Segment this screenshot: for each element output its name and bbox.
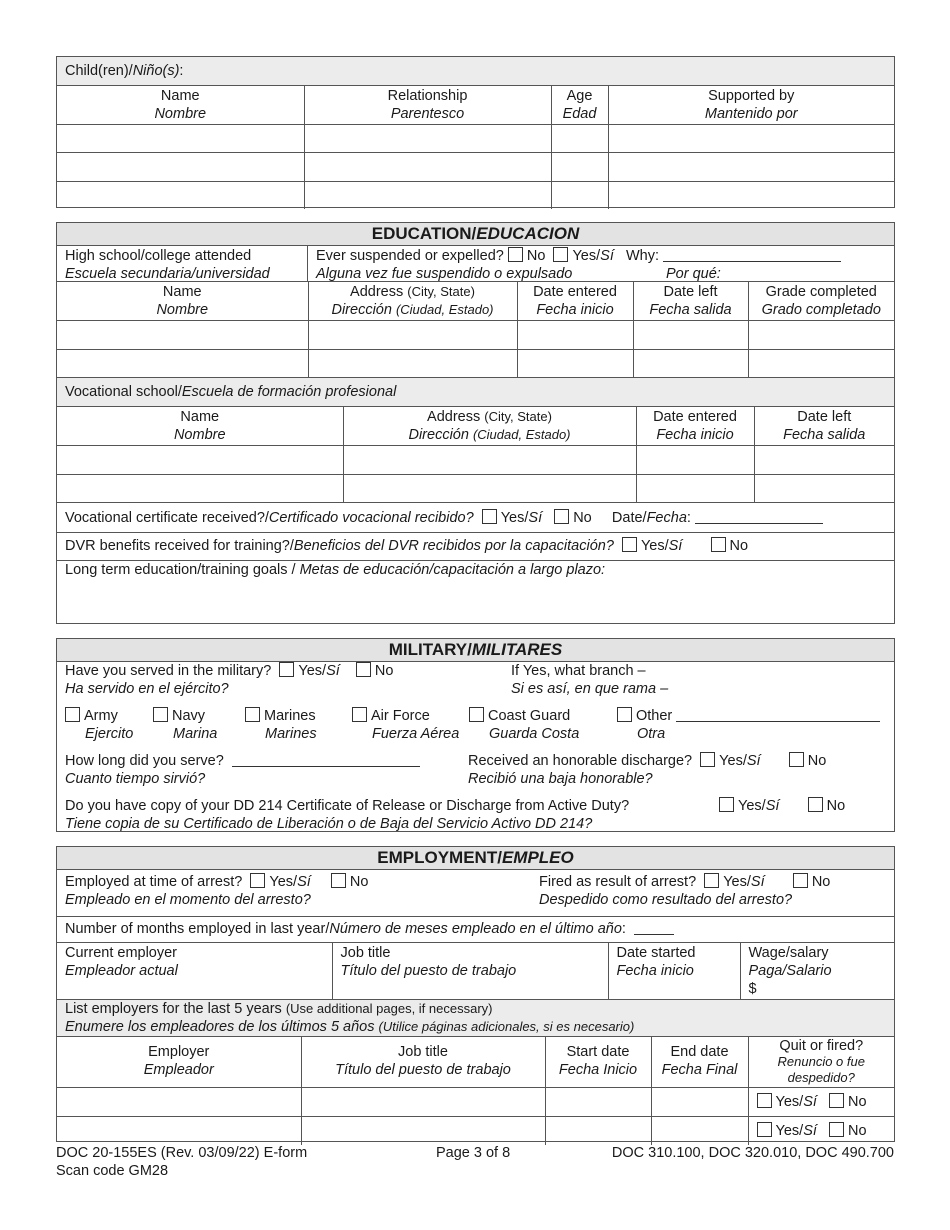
marines-checkbox[interactable]: [245, 707, 260, 722]
table-row[interactable]: [57, 321, 894, 350]
cert-no-checkbox[interactable]: [554, 509, 569, 524]
dd214-no-checkbox[interactable]: [808, 797, 823, 812]
education-section: [56, 222, 895, 624]
fired-yes-checkbox[interactable]: [704, 873, 719, 888]
vocational-heading: Vocational school/Escuela de formación profesional: [57, 378, 894, 407]
children-heading: Child(ren)/Niño(s):: [57, 57, 894, 86]
suspended-yes-checkbox[interactable]: [553, 247, 568, 262]
current-employer-row: Current employer Empleador actual Job title Título del puesto de trabajo Date started Fecha inicio Wage/salary Paga/Salario $: [57, 943, 894, 1000]
other-branch-field[interactable]: [676, 708, 880, 722]
honorable-yes-checkbox[interactable]: [700, 752, 715, 767]
suspended-no-checkbox[interactable]: [508, 247, 523, 262]
voc-header-row: Name Nombre Address (City, State) Dirección (Ciudad, Estado) Date entered Fecha inicio Date left Fecha salida: [57, 407, 894, 446]
honorable-no-checkbox[interactable]: [789, 752, 804, 767]
table-row[interactable]: Yes/Sí No: [57, 1088, 894, 1117]
dvr-no-checkbox[interactable]: [711, 537, 726, 552]
dd214-options: Yes/Sí No: [719, 797, 845, 815]
quit-yes-checkbox[interactable]: [757, 1122, 772, 1137]
footer-page: Page 3 of 8: [436, 1145, 511, 1161]
months-row: Number of months employed in last year/Número de meses empleado en el último año:: [57, 917, 894, 942]
branch-question: If Yes, what branch – Si es así, en que rama –: [511, 663, 669, 697]
table-row[interactable]: [57, 182, 894, 209]
navy-checkbox[interactable]: [153, 707, 168, 722]
military-section: [56, 638, 895, 832]
other-checkbox[interactable]: [617, 707, 632, 722]
employers-header-row: Employer Empleador Job title Título del puesto de trabajo Start date Fecha Inicio End date Fecha Final Quit or fired? Renuncio o fue despedido?: [57, 1037, 894, 1088]
vocational-cert-row: Vocational certificate received?/Certificado vocacional recibido? Yes/Sí No Date/Fecha:: [57, 503, 894, 533]
table-row[interactable]: [57, 475, 894, 503]
military-title: MILITARY/MILITARES: [57, 639, 894, 662]
education-hs-row: High school/college attended Escuela secundaria/universidad Ever suspended or expelled? No Yes/Sí Why: Alguna vez fue suspendido o expulsado Por qué:: [57, 246, 894, 282]
fired-no-checkbox[interactable]: [793, 873, 808, 888]
arrest-row: Employed at time of arrest? Yes/Sí No Empleado en el momento del arresto? Fired as result of arrest? Yes/Sí No Despedido como resultado del arresto?: [57, 870, 894, 917]
footer-refs: DOC 310.100, DOC 320.010, DOC 490.700: [611, 1145, 894, 1161]
dd214-yes-checkbox[interactable]: [719, 797, 734, 812]
quit-no-checkbox[interactable]: [829, 1122, 844, 1137]
howlong-field[interactable]: [232, 753, 420, 767]
honorable-question: Received an honorable discharge? Yes/Sí No Recibió una baja honorable?: [468, 753, 827, 787]
hs-header-row: Name Nombre Address (City, State) Dirección (Ciudad, Estado) Date entered Fecha inicio Date left Fecha salida Grade completed Grado completado: [57, 282, 894, 321]
army-checkbox[interactable]: [65, 707, 80, 722]
dvr-row: DVR benefits received for training?/Beneficios del DVR recibidos por la capacitación? Yes/Sí No: [57, 533, 894, 561]
children-header-row: Name Nombre Relationship Parentesco Age Edad Supported by Mantenido por: [57, 86, 894, 125]
quit-no-checkbox[interactable]: [829, 1093, 844, 1108]
why-field[interactable]: [663, 248, 841, 262]
months-field[interactable]: [634, 921, 674, 935]
employment-section: [56, 846, 895, 1142]
education-title: EDUCATION/EDUCACION: [57, 223, 894, 246]
employed-no-checkbox[interactable]: [331, 873, 346, 888]
children-section: [56, 56, 895, 208]
air-force-checkbox[interactable]: [352, 707, 367, 722]
cert-yes-checkbox[interactable]: [482, 509, 497, 524]
dvr-yes-checkbox[interactable]: [622, 537, 637, 552]
table-row[interactable]: [57, 125, 894, 153]
employment-title: EMPLOYMENT/EMPLEO: [57, 847, 894, 870]
table-row[interactable]: [57, 350, 894, 378]
footer-form-id: DOC 20-155ES (Rev. 03/09/22) E-form Scan code GM28: [56, 1145, 308, 1179]
goals-field[interactable]: Long term education/training goals / Metas de educación/capacitación a largo plazo:: [65, 562, 606, 578]
served-yes-checkbox[interactable]: [279, 662, 294, 677]
table-row[interactable]: Yes/Sí No: [57, 1117, 894, 1145]
howlong-question: How long did you serve? Cuanto tiempo sirvió?: [65, 752, 420, 788]
employed-yes-checkbox[interactable]: [250, 873, 265, 888]
served-no-checkbox[interactable]: [356, 662, 371, 677]
served-question: Have you served in the military? Yes/Sí No Ha servido en el ejército?: [65, 663, 394, 697]
coast-guard-checkbox[interactable]: [469, 707, 484, 722]
quit-yes-checkbox[interactable]: [757, 1093, 772, 1108]
cert-date-field[interactable]: [695, 510, 823, 524]
table-row[interactable]: [57, 446, 894, 475]
table-row[interactable]: [57, 153, 894, 182]
dd214-question: Do you have copy of your DD 214 Certificate of Release or Discharge from Active Duty? Tiene copia de su Certificado de Liberación o de Baja del Servicio Activo DD 214?: [65, 798, 630, 832]
branch-options: Army Ejercito Navy Marina Marines Marines Air Force Fuerza Aérea Coast Guard Guarda Costa Other Otra: [65, 707, 890, 743]
list-employers-heading: List employers for the last 5 years (Use additional pages, if necessary) Enumere los empleadores de los últimos 5 años (Utilice páginas adicionales, si es necesario): [57, 1000, 894, 1037]
